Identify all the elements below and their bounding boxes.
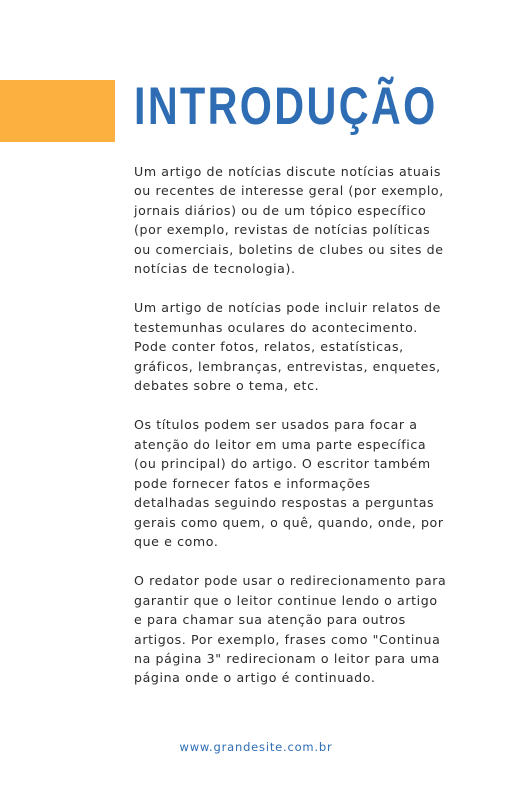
text-line: Os títulos podem ser usados para focar a xyxy=(134,417,418,433)
text-line: na página 3" redirecionam o leitor para uma xyxy=(134,650,440,666)
page-title: INTRODUÇÃO xyxy=(134,77,438,136)
paragraph-4 xyxy=(134,571,474,687)
text-line: garantir que o leitor continue lendo o artigo xyxy=(134,592,438,608)
text-line: jornais diários) ou de um tópico específico xyxy=(134,202,427,218)
text-line: Um artigo de notícias pode incluir relatos de xyxy=(134,300,441,316)
text-line: O redator pode usar o redirecionamento para xyxy=(134,573,447,589)
text-line: e para chamar sua atenção para outros xyxy=(134,612,406,628)
text-line: gerais como quem, o quê, quando, onde, por xyxy=(134,514,444,530)
body-content xyxy=(134,162,474,708)
text-line: detalhadas seguindo respostas a perguntas xyxy=(134,495,435,511)
text-line: que e como. xyxy=(134,533,219,549)
text-line: pode fornecer fatos e informações xyxy=(134,475,371,491)
text-line: página onde o artigo é continuado. xyxy=(134,670,376,686)
footer-url: www.grandesite.com.br xyxy=(179,740,333,754)
text-line: debates sobre o tema, etc. xyxy=(134,378,320,394)
text-line: atenção do leitor em uma parte específica xyxy=(134,436,427,452)
text-line: artigos. Por exemplo, frases como "Continua xyxy=(134,631,441,647)
text-line: gráficos, lembranças, entrevistas, enquetes, xyxy=(134,358,441,374)
text-line: ou comerciais, boletins de clubes ou sites de xyxy=(134,241,444,257)
paragraph-1 xyxy=(134,162,474,278)
accent-bar xyxy=(0,80,115,142)
paragraph-2 xyxy=(134,298,474,395)
text-line: Pode conter fotos, relatos, estatísticas, xyxy=(134,339,404,355)
text-line: (ou principal) do artigo. O escritor também xyxy=(134,456,431,472)
paragraph-3 xyxy=(134,415,474,551)
text-line: Um artigo de notícias discute notícias atuais xyxy=(134,164,441,179)
text-line: testemunhas oculares do acontecimento. xyxy=(134,319,418,335)
text-line: notícias de tecnologia). xyxy=(134,261,296,277)
text-line: ou recentes de interesse geral (por exemplo, xyxy=(134,183,444,199)
text-line: (por exemplo, revistas de notícias políticas xyxy=(134,222,431,238)
